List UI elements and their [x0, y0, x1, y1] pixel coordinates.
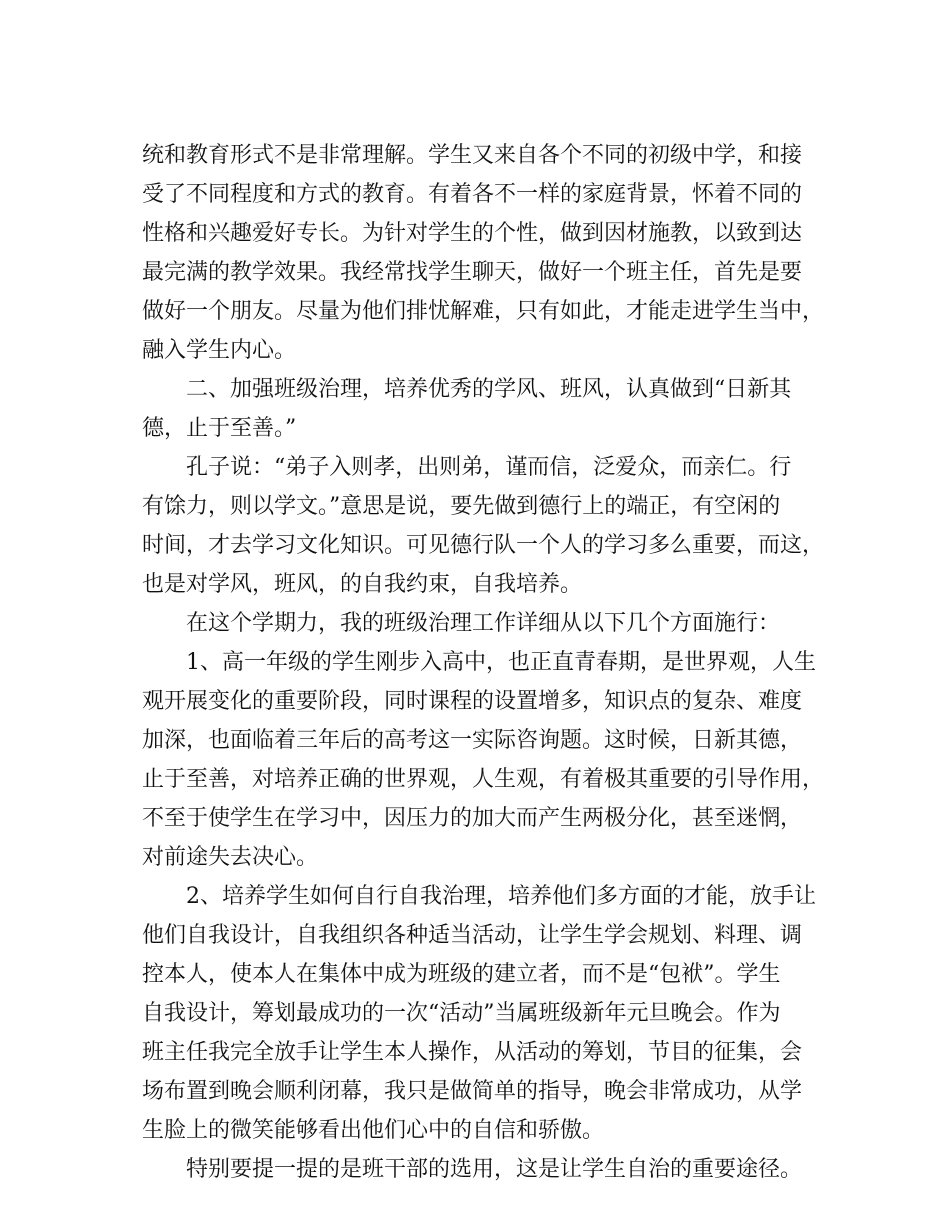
list-item-2: 2、培养学生如何自行自我治理，培养他们多方面的才能，放手让: [186, 884, 816, 909]
text-line: 生脸上的微笑能够看出他们心中的自信和骄傲。: [142, 1118, 605, 1143]
text-line: 孔子说：“弟子入则孝，出则弟，谨而信，泛爱众，而亲仁。行: [186, 455, 792, 480]
text-line: 统和教育形式不是非常理解。学生又来自各个不同的初级中学，和接: [142, 143, 803, 168]
text-line: 受了不同程度和方式的教育。有着各不一样的家庭背景，怀着不同的: [142, 182, 803, 207]
text-line: 时间，才去学习文化知识。可见德行队一个人的学习多么重要，而这，: [142, 533, 825, 558]
text-line: 性格和兴趣爱好专长。为针对学生的个性，做到因材施教，以致到达: [142, 221, 803, 246]
section-heading: 二、加强班级治理，培养优秀的学风、班风，认真做到“日新其: [186, 377, 792, 402]
text-line: 控本人，使本人在集体中成为班级的建立者，而不是“包袱”。学生: [142, 962, 781, 987]
text-line: 加深，也面临着三年后的高考这一实际咨询题。这时候，日新其德，: [142, 728, 803, 753]
text-line: 融入学生内心。: [142, 338, 297, 363]
text-line: 做好一个朋友。尽量为他们排忧解难，只有如此，才能走进学生当中，: [142, 299, 825, 324]
text-line: 不至于使学生在学习中，因压力的加大而产生两极分化，甚至迷惘，: [142, 806, 803, 831]
text-line: 有馀力，则以学文。”意思是说，要先做到德行上的端正，有空闲的: [142, 494, 781, 519]
text-line: 止于至善，对培养正确的世界观，人生观，有着极其重要的引导作用，: [142, 767, 825, 792]
list-item-1: 1、高一年级的学生刚步入高中，也正直青春期，是世界观，人生: [186, 650, 816, 675]
text-line: 他们自我设计，自我组织各种适当活动，让学生学会规划、料理、调: [142, 923, 803, 948]
text-line: 对前途失去决心。: [142, 845, 319, 870]
text-line: 在这个学期力，我的班级治理工作详细从以下几个方面施行：: [186, 611, 781, 636]
text-line: 特别要提一提的是班干部的选用，这是让学生自治的重要途径。: [186, 1157, 803, 1182]
text-line: 也是对学风，班风，的自我约束，自我培养。: [142, 572, 583, 597]
text-line: 场布置到晚会顺利闭幕，我只是做简单的指导，晚会非常成功，从学: [142, 1079, 803, 1104]
text-line: 班主任我完全放手让学生本人操作，从活动的筹划，节目的征集，会: [142, 1040, 803, 1065]
section-heading-continued: 德，止于至善。”: [142, 416, 297, 441]
text-line: 自我设计，筹划最成功的一次“活动”当属班级新年元旦晚会。作为: [142, 1001, 781, 1026]
text-line: 最完满的教学效果。我经常找学生聊天，做好一个班主任，首先是要: [142, 260, 803, 285]
text-line: 观开展变化的重要阶段，同时课程的设置增多，知识点的复杂、难度: [142, 689, 803, 714]
